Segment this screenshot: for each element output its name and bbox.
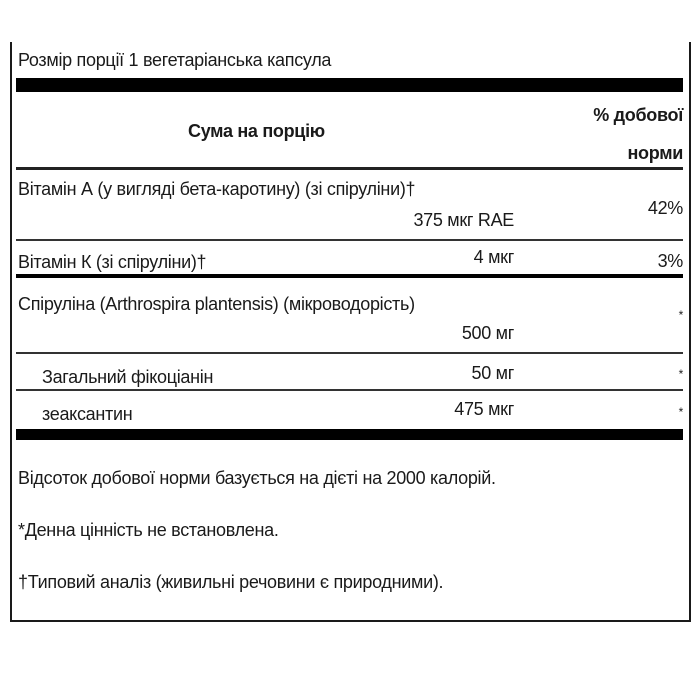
footnote-typical-analysis: †Типовий аналіз (живильні речовини є природними). bbox=[18, 572, 444, 592]
nutrient-name-zeaxanthin: зеаксантин bbox=[42, 404, 133, 424]
footnote-daily-value-not-established: *Денна цінність не встановлена. bbox=[18, 520, 279, 540]
thick-divider-top bbox=[16, 78, 683, 92]
nutrient-amount-zeaxanthin: 475 мкг bbox=[454, 399, 514, 419]
nutrient-dv-vitamin-k: 3% bbox=[657, 251, 683, 271]
serving-size-label: Розмір порції 1 вегетаріанська капсула bbox=[18, 50, 332, 70]
row-divider bbox=[16, 389, 683, 391]
nutrient-name-phycocyanin: Загальний фікоціанін bbox=[42, 367, 214, 387]
nutrient-amount-phycocyanin: 50 мг bbox=[471, 363, 514, 383]
daily-value-header-line2: норми bbox=[627, 143, 683, 163]
amount-per-serving-header: Сума на порцію bbox=[188, 121, 325, 141]
nutrient-dv-vitamin-a: 42% bbox=[647, 198, 683, 218]
footnote-daily-value-basis: Відсоток добової норми базується на дієті на 2000 калорій. bbox=[18, 468, 496, 488]
row-divider bbox=[16, 239, 683, 241]
thick-divider-bottom bbox=[16, 429, 683, 440]
nutrient-dv-zeaxanthin: * bbox=[678, 405, 683, 419]
nutrient-dv-spirulina: * bbox=[678, 308, 683, 322]
nutrient-amount-vitamin-a: 375 мкг RAE bbox=[413, 210, 514, 230]
nutrient-dv-phycocyanin: * bbox=[678, 367, 683, 381]
thick-row-divider bbox=[16, 274, 683, 278]
nutrient-amount-spirulina: 500 мг bbox=[461, 323, 514, 343]
header-divider bbox=[16, 167, 683, 170]
nutrient-name-vitamin-k: Вітамін К (зі спіруліни)† bbox=[18, 252, 207, 272]
nutrient-name-vitamin-a: Вітамін А (у вигляді бета-каротину) (зі спіруліни)† bbox=[18, 179, 416, 199]
nutrient-amount-vitamin-k: 4 мкг bbox=[473, 247, 514, 267]
nutrient-name-spirulina: Спіруліна (Arthrospira plantensis) (мікроводорість) bbox=[18, 294, 415, 314]
row-divider bbox=[16, 352, 683, 354]
daily-value-header-line1: % добової bbox=[593, 105, 683, 125]
